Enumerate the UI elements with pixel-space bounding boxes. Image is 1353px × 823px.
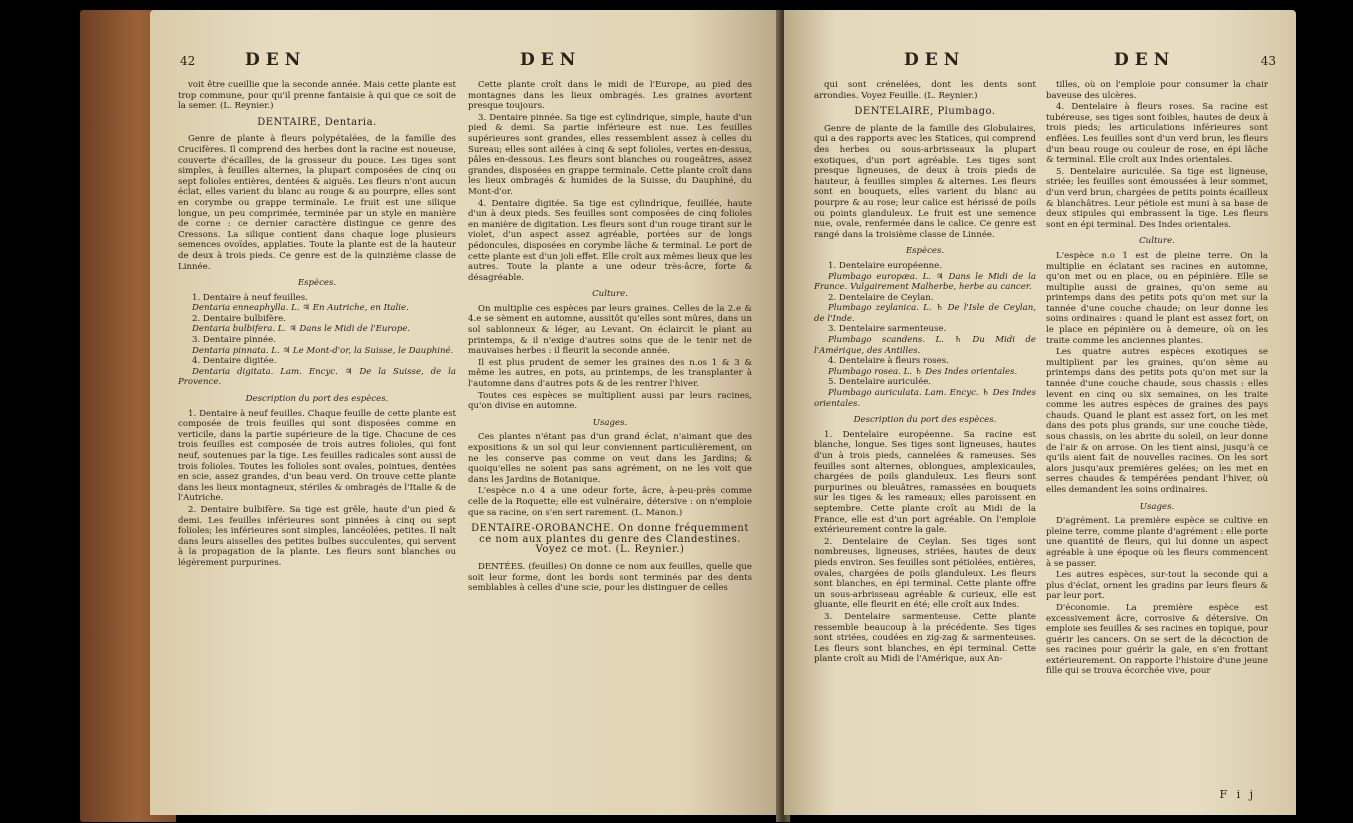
section-heading: Usages. xyxy=(592,417,628,428)
running-head-left-col2: DEN xyxy=(520,50,582,70)
text-paragraph: Il est plus prudent de semer les graines des n.os 1 & 3 & même les autres, en pots, au printemps, de les transplanter à l'automne dans d'autres pots & de les rentrer l'hiver. xyxy=(468,357,752,390)
text-paragraph: Dentaria digitata. Lam. Encyc. ♃ De la Suisse, de la Provence. xyxy=(178,366,456,388)
text-paragraph: 2. Dentaire bulbifère. xyxy=(192,313,286,324)
text-paragraph: voit être cueillie que la seconde année. Mais cette plante est trop commune, pour qu'il prenne fantaisie à qui que ce soit de la semer. (L. Reynier.) xyxy=(178,80,456,112)
section-heading: Description du port des espèces. xyxy=(245,394,389,405)
text-paragraph: 1. Dentaire à neuf feuilles. xyxy=(192,292,308,303)
text-paragraph: Ces plantes n'étant pas d'un grand éclat, n'aimant que des expositions & un sol qui leur conviennent particulièrement, on ne les conserve pas comme on veut dans les Jardins; & quoiqu'elles ne soient pas sans agrément, on ne les voit que dans les Jardins de Botanique. xyxy=(468,432,752,485)
text-paragraph: 4. Dentaire digitée. Sa tige est cylindrique, feuillée, haute d'un à deux pieds. Ses feuilles sont composées de cinq folioles en manière de digitation. Les fleurs sont d'un rouge tirant sur le violet, d'un aspect assez agréable, portées sur de longs pédoncules, disposées en corymbe lâche & terminal. Le port de cette plante est d'un joli effet. Elle croît aux mêmes lieux que les autres. Toute la plante a une odeur très-âcre, forte & désagréable. xyxy=(468,198,752,283)
text-paragraph: DENTÉES. (feuilles) On donne ce nom aux feuilles, quelle que soit leur forme, dont les bords sont terminés par des dents semblables à celles d'une scie, pour les distinguer de celles xyxy=(468,561,752,594)
page-number-right: 43 xyxy=(1260,54,1276,68)
left-page xyxy=(150,10,780,815)
left-column-2 xyxy=(468,80,752,595)
text-paragraph: L'espèce n.o 4 a une odeur forte, âcre, à-peu-près comme celle de la Roquette; elle est vulnéraire, détersive : on n'emploie que sa racine, on s'en sert rarement. (L. Manon.) xyxy=(468,486,752,518)
text-paragraph: Plumbago zeylanica. L. ♄ De l'Isle de Ceylan, de l'Inde. xyxy=(814,303,1036,324)
text-paragraph: 4. Dentelaire à fleurs roses. Sa racine est tubéreuse, ses tiges sont foibles, hautes de deux à trois pieds; les articulations inférieures sont enflées. Les feuilles sont d'un verd brun, les fleurs d'un beau rouge ou couleur de rose, en épi lâche & terminal. Elle croît aux Indes orientales. xyxy=(1046,102,1268,166)
entry-heading: DENTAIRE-OROBANCHE. On donne fréquemment ce nom aux plantes du genre des Clandestines. Voyez ce mot. (L. Reynier.) xyxy=(471,523,749,556)
text-paragraph: Dentaria pinnata. L. ♃ Le Mont-d'or, la Suisse, le Dauphiné. xyxy=(192,345,454,356)
text-paragraph: 1. Dentelaire européenne. Sa racine est blanche, longue. Ses tiges sont ligneuses, hautes d'un à trois pieds, cannelées & rameuses. Ses feuilles sont alternes, oblongues, amplexicaules, chargées de poils glanduleux. Les fleurs sont purpurines ou bleuâtres, ramassées en bouquets sur les tiges & les rameaux; elles paroissent en septembre. Cette plante croît au Midi de la France, elle est d'un port agréable. On l'emploie extérieurement contre la gale. xyxy=(814,429,1036,536)
text-paragraph: Plumbago rosea. L. ♄ Des Indes orientales. xyxy=(828,366,1018,377)
signature-mark: F i j xyxy=(1219,788,1256,801)
text-paragraph: Plumbago europæa. L. ♃ Dans le Midi de la France. Vulgairement Malherbe, herbe au cancer. xyxy=(814,271,1036,293)
text-paragraph: L'espèce n.o 1 est de pleine terre. On la multiplie en éclatant ses racines en automne, qu'on met ou en place, ou en pépinière. Elle se multiplie aussi de graines, qu'on seme au printemps dans des petits pots qu'on met sur la tannée d'une couche chaude; on leur donne les soins ordinaires : quand le plant est assez fort, on le place en pépinière ou à demeure, où on les traite comme les anciennes plantes. xyxy=(1046,250,1268,346)
section-heading: Culture. xyxy=(1139,236,1175,247)
text-paragraph: 3. Dentelaire sarmenteuse. Cette plante ressemble beaucoup à la précédente. Ses tiges sont striées, coudées en zig-zag & sarmenteuses. Les fleurs sont blanches, en épi terminal. Cette plante croît au Midi de l'Amérique, aux An- xyxy=(814,611,1036,665)
text-paragraph: 5. Dentelaire auriculée. Sa tige est ligneuse, striée; les feuilles sont émoussées à leur sommet, d'un verd brun, chargées de petits points écailleux & blanchâtres. Leur pétiole est muni à sa base de deux stipules qui embrassent la tige. Les fleurs sont en épi terminal. Des Indes orientales. xyxy=(1046,166,1268,230)
text-paragraph: D'économie. La première espèce est excessivement âcre, corrosive & détersive. On emploie ses feuilles & ses racines en topique, pour guérir les cancers. On se sert de la décoction de ses racines pour guérir la gale, en s'en frottant extérieurement. On rapporte l'histoire d'une jeune fille qui se trouva écorchée vive, pour xyxy=(1046,602,1268,677)
text-paragraph: Genre de plante à fleurs polypétalées, de la famille des Crucifères. Il comprend des herbes dont la racine est noueuse, couverte d'écailles, de la grosseur du pouce. Les tiges sont simples, à feuilles alternes, la plupart composées de cinq ou sept folioles entières, dentées & aiguës. Les fleurs n'ont aucun éclat, elles varient du blanc au rouge & au pourpre, elles sont en corymbe ou grappe terminale. Le fruit est une silique longue, un peu comprimée, terminée par un style en manière de corne : ce dernier caractère distingue ce genre des Cressons. La silique contient dans chaque loge plusieurs semences ovoïdes, applaties. Toute la plante est de la hauteur de deux à trois pieds. Ce genre est de la quinzième classe de Linnée. xyxy=(178,134,456,272)
text-paragraph: 2. Dentelaire de Ceylan. xyxy=(828,292,934,303)
text-paragraph: Dentaria enneaphylla. L. ♃ En Autriche, en Italie. xyxy=(192,303,409,314)
right-page xyxy=(784,10,1296,815)
text-paragraph: Toutes ces espèces se multiplient aussi par leurs racines, qu'on divise en automne. xyxy=(468,390,752,412)
text-paragraph: tilles, où on l'emploie pour consumer la chair baveuse des ulcères. xyxy=(1046,80,1268,101)
section-heading: Espèces. xyxy=(297,278,337,289)
section-heading: Culture. xyxy=(592,289,628,300)
open-book xyxy=(80,10,1295,822)
entry-heading: DENTELAIRE, Plumbago. xyxy=(854,106,996,118)
running-head-left-col1: DEN xyxy=(245,50,307,70)
text-paragraph: Les autres espèces, sur-tout la seconde qui a plus d'éclat, ornent les gradins par leurs fleurs & par leur port. xyxy=(1046,570,1268,602)
text-paragraph: Plumbago scandens. L. ♄ Du Midi de l'Amérique, des Antilles. xyxy=(814,335,1036,356)
left-column-1 xyxy=(178,80,456,570)
text-paragraph: Dentaria bulbifera. L. ♃ Dans le Midi de l'Europe. xyxy=(192,324,411,335)
text-paragraph: 3. Dentaire pinnée. xyxy=(192,335,276,346)
text-paragraph: 2. Dentelaire de Ceylan. Ses tiges sont nombreuses, ligneuses, striées, hautes de deux pieds environ. Ses feuilles sont pétiolées, entières, ovales, chargées de poils glanduleux. Les fleurs sont blanches, en épi terminal. Cette plante offre un sous-arbrisseau agréable & curieux, elle est gluante, elle fleurit en été; elle croît aux Indes. xyxy=(814,536,1036,611)
text-paragraph: 1. Dentelaire européenne. xyxy=(828,260,942,271)
running-head-right-col1: DEN xyxy=(904,50,966,70)
text-paragraph: 3. Dentelaire sarmenteuse. xyxy=(828,324,947,335)
text-paragraph: qui sont crénelées, dont les dents sont arrondies. Voyez Feuille. (L. Reynier.) xyxy=(814,80,1036,101)
section-heading: Usages. xyxy=(1139,501,1175,512)
right-column-2 xyxy=(1046,80,1268,678)
section-heading: Espèces. xyxy=(905,246,945,257)
text-paragraph: 5. Dentelaire auriculée. xyxy=(828,377,932,388)
section-heading: Description du port des espèces. xyxy=(853,415,997,426)
text-paragraph: Genre de plante de la famille des Globulaires, qui a des rapports avec les Statices, qui comprend des herbes ou sous-arbrisseaux la plupart exotiques, d'un port agréable. Les tiges sont presque ligneuses, de deux à trois pieds de hauteur, à feuilles simples & alternes. Les fleurs sont en bouquets, elles varient du blanc au pourpre & au rose; leur calice est hérissé de poils ou points glanduleux. Le fruit est une semence nue, ovale, renfermée dans le calice. Ce genre est rangé dans la troisième classe de Linnée. xyxy=(814,123,1036,240)
text-paragraph: D'agrément. La première espèce se cultive en pleine terre, comme plante d'agrément : elle porte une quantité de fleurs, qui lui donne un aspect agréable à une époque où les fleurs commencent à se passer. xyxy=(1046,516,1268,569)
text-paragraph: On multiplie ces espèces par leurs graines. Celles de la 2.e & 4.e se sèment en automne, aussitôt qu'elles sont mûres, dans un sol sablonneux & léger, au Levant. On éclaircit le plant au printemps, & il n'exige d'autres soins que de le tenir net de mauvaises herbes : il fleurit la seconde année. xyxy=(468,303,752,357)
text-paragraph: 1. Dentaire à neuf feuilles. Chaque feuille de cette plante est composée de trois feuilles qui sont disposées comme en verticile, dans la partie supérieure de la tige. Chacune de ces trois feuilles est composée de trois autres folioles, qui font neuf, soutenues par la tige. Les feuilles radicales sont aussi de trois folioles. Toutes les folioles sont ovales, pointues, dentées en scie, assez grandes, d'un beau verd. On trouve cette plante dans les lieux montagneux, stériles & ombragés de l'Italie & de l'Autriche. xyxy=(178,408,456,504)
text-paragraph: 4. Dentelaire à fleurs roses. xyxy=(828,356,949,367)
text-paragraph: Cette plante croît dans le midi de l'Europe, au pied des montagnes dans les lieux ombragés. Les graines avortent presque toujours. xyxy=(468,80,752,112)
entry-heading: DENTAIRE, Dentaria. xyxy=(257,116,377,128)
text-paragraph: 4. Dentaire digitée. xyxy=(192,356,277,367)
text-paragraph: 3. Dentaire pinnée. Sa tige est cylindrique, simple, haute d'un pied & demi. Sa partie inférieure est nue. Les feuilles supérieures sont grandes, elles ressemblent assez à celles du Sureau; elles sont ailées à cinq & sept folioles, vertes en-dessus, pâles en-dessous. Les fleurs sont blanches ou rougeâtres, assez grandes, disposées en grappe terminale. Cette plante croît dans les lieux ombragés & humides de la Suisse, du Dauphiné, du Mont-d'or. xyxy=(468,112,752,197)
text-paragraph: 2. Dentaire bulbifère. Sa tige est grêle, haute d'un pied & demi. Les feuilles inférieures sont pinnées à cinq ou sept folioles; les inférieures sont simples, lancéolées, petites. Il naît dans leurs aisselles des petites bulbes succulentes, qui servent à la propagation de la plante. Les fleurs sont blanches ou légèrement purpurines. xyxy=(178,504,456,568)
running-head-right-col2: DEN xyxy=(1114,50,1176,70)
text-paragraph: Plumbago auriculata. Lam. Encyc. ♄ Des Indes orientales. xyxy=(814,388,1036,409)
text-paragraph: Les quatre autres espèces exotiques se multiplient par les graines, qu'on sème au printemps dans des petits pots qu'on met sur la tannée d'une couche chaude, sous chassis : elles levent en cinq ou six semaines, on les traite comme les autres espèces de graines des pays chauds. Quand le plant est assez fort, on les met dans des pots plus grands, sur une couche tiède, sous chassis, on les abrite du soleil, on leur donne de l'air & on arrose. On les tient ainsi, jusqu'à ce qu'ils aient fait de nouvelles racines. On les sort alors jusqu'aux premières gelées; on les met en serres chaudes & tempérées pendant l'hiver, où elles demandent les soins ordinaires. xyxy=(1046,347,1268,495)
page-number-left: 42 xyxy=(180,54,196,68)
right-column-1 xyxy=(814,80,1036,666)
